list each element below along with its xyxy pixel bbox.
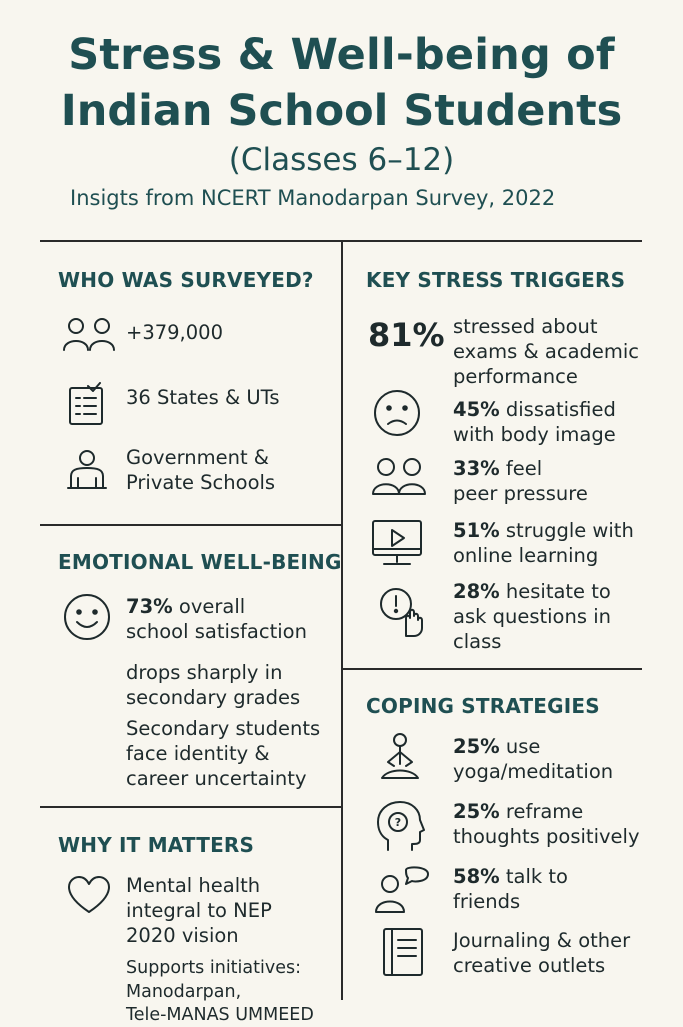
title-line-1: Stress & Well-being of bbox=[68, 30, 615, 80]
checklist-icon bbox=[66, 382, 110, 428]
states-count: 36 States & UTs bbox=[126, 386, 280, 409]
smiley-icon bbox=[62, 592, 112, 642]
heart-icon bbox=[66, 874, 112, 916]
exam-line-1: stressed about bbox=[453, 315, 598, 338]
friends-line-1: 58% talk to bbox=[453, 865, 568, 888]
right-divider-1 bbox=[342, 668, 642, 670]
secondary-line-2: face identity & bbox=[126, 742, 270, 765]
svg-text:?: ? bbox=[394, 816, 402, 829]
supports-line-1: Supports initiatives: bbox=[126, 958, 301, 978]
peer-line-1: 33% feel bbox=[453, 457, 543, 480]
nep-line-1: Mental health bbox=[126, 874, 261, 897]
yoga-line-1: 25% use bbox=[453, 735, 541, 758]
left-divider-1 bbox=[40, 524, 341, 526]
coping-heading: COPING STRATEGIES bbox=[366, 694, 600, 718]
surveyed-heading: WHO WAS SURVEYED? bbox=[58, 268, 314, 292]
ask-line-2: ask questions in bbox=[453, 605, 611, 628]
monitor-play-icon bbox=[370, 518, 424, 570]
title-line-2: Indian School Students bbox=[60, 86, 623, 136]
peer-line-2: peer pressure bbox=[453, 482, 588, 505]
journal-line-2: creative outlets bbox=[453, 954, 606, 977]
matters-heading: WHY IT MATTERS bbox=[58, 833, 255, 857]
exam-line-2: exams & academic bbox=[453, 340, 640, 363]
nep-line-3: 2020 vision bbox=[126, 924, 239, 947]
talk-friends-icon bbox=[372, 864, 432, 916]
peers-icon bbox=[370, 456, 430, 498]
journal-line-1: Journaling & other bbox=[453, 929, 631, 952]
secondary-line-3: career uncertainty bbox=[126, 767, 307, 790]
meditation-icon bbox=[374, 732, 426, 784]
hand-question-icon bbox=[376, 584, 430, 640]
body-image-line-2: with body image bbox=[453, 423, 616, 446]
body-image-line-1: 45% dissatisfied bbox=[453, 398, 616, 421]
supports-line-3: Tele-MANAS UMMEED bbox=[126, 1005, 314, 1025]
center-divider bbox=[341, 240, 343, 1000]
supports-line-2: Manodarpan, bbox=[126, 982, 242, 1002]
reframe-line-1: 25% reframe bbox=[453, 800, 584, 823]
nep-line-2: integral to NEP bbox=[126, 899, 272, 922]
schools-line-1: Government & bbox=[126, 446, 270, 469]
friends-line-2: friends bbox=[453, 890, 521, 913]
journal-icon bbox=[380, 926, 426, 978]
left-divider-2 bbox=[40, 806, 341, 808]
drops-line-2: secondary grades bbox=[126, 686, 301, 709]
title-line-3: (Classes 6–12) bbox=[228, 142, 455, 178]
secondary-line-1: Secondary students bbox=[126, 717, 321, 740]
subtitle: Insigts from NCERT Manodarpan Survey, 2022 bbox=[70, 186, 556, 210]
online-line-1: 51% struggle with bbox=[453, 519, 634, 542]
yoga-line-2: yoga/meditation bbox=[453, 760, 614, 783]
school-person-icon bbox=[66, 448, 110, 492]
sad-face-icon bbox=[372, 388, 422, 438]
people-icon bbox=[60, 316, 120, 354]
respondents-count: +379,000 bbox=[126, 321, 223, 344]
online-line-2: online learning bbox=[453, 544, 599, 567]
mind-head-icon bbox=[374, 798, 426, 854]
drops-line-1: drops sharply in bbox=[126, 661, 283, 684]
ask-line-1: 28% hesitate to bbox=[453, 580, 611, 603]
satisfaction-line-1: 73% overall bbox=[126, 595, 246, 618]
schools-line-2: Private Schools bbox=[126, 471, 276, 494]
exam-line-3: performance bbox=[453, 365, 578, 388]
triggers-heading: KEY STRESS TRIGGERS bbox=[366, 268, 626, 292]
satisfaction-line-2: school satisfaction bbox=[126, 620, 307, 643]
ask-line-3: class bbox=[453, 630, 502, 653]
emotional-heading: EMOTIONAL WELL-BEING bbox=[58, 550, 342, 574]
reframe-line-2: thoughts positively bbox=[453, 825, 640, 848]
exam-stress-percent: 81% bbox=[368, 316, 445, 354]
